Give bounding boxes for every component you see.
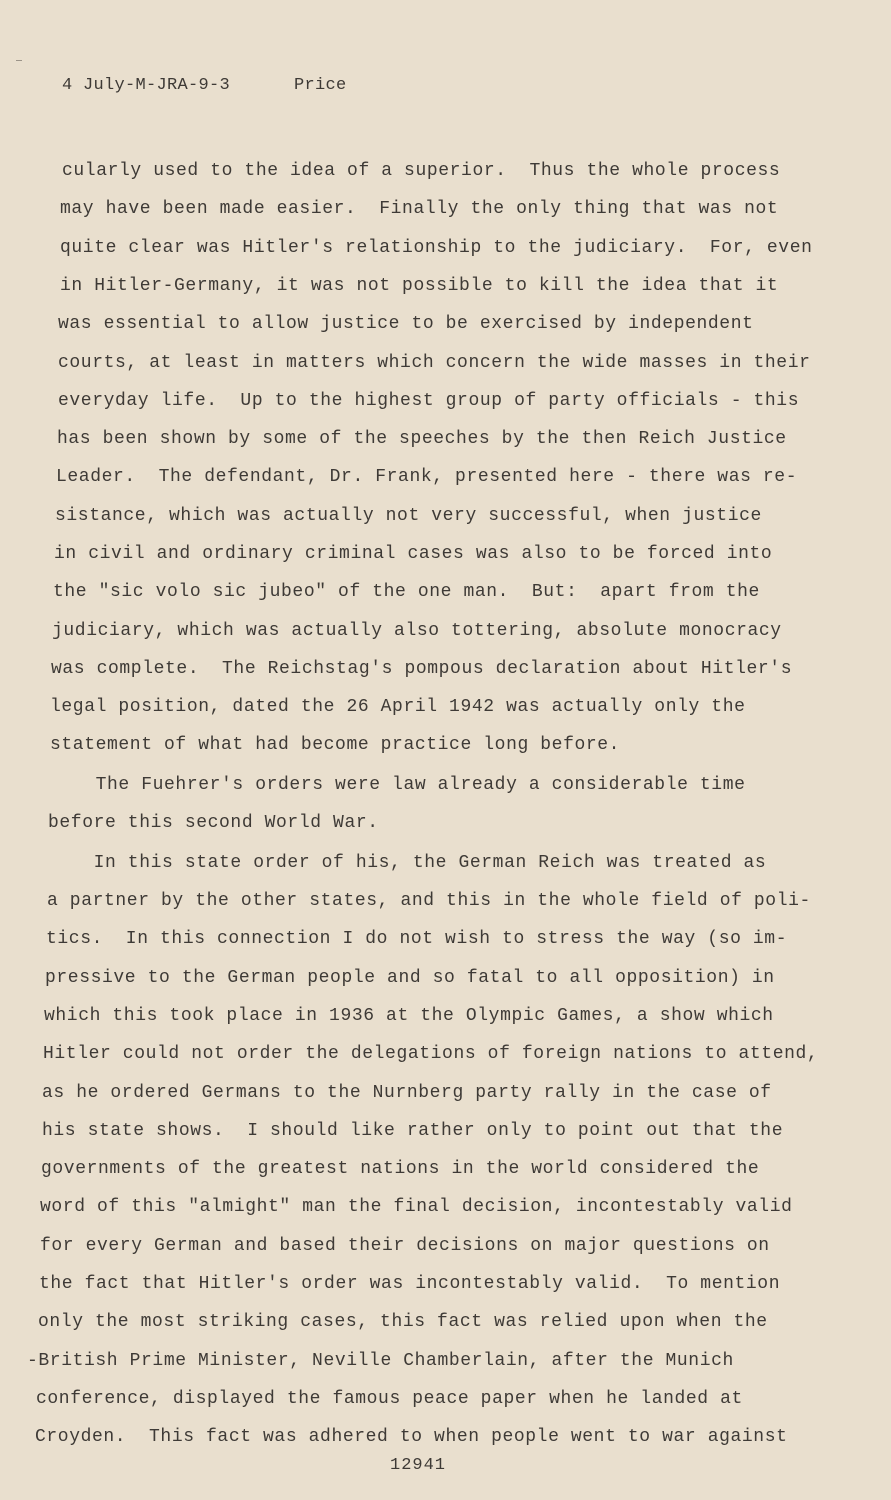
text-line: governments of the greatest nations in the world considered the bbox=[41, 1159, 760, 1179]
text-line: may have been made easier. Finally the only thing that was not bbox=[60, 199, 779, 219]
text-line: In this state order of his, the German Reich was treated as bbox=[48, 853, 767, 873]
text-line: Leader. The defendant, Dr. Frank, presented here - there was re- bbox=[56, 467, 798, 487]
text-line: courts, at least in matters which concern the wide masses in their bbox=[58, 353, 811, 373]
text-line: in civil and ordinary criminal cases was also to be forced into bbox=[54, 544, 773, 564]
text-line: was essential to allow justice to be exercised by independent bbox=[58, 314, 754, 334]
text-line: The Fuehrer's orders were law already a considerable time bbox=[50, 775, 746, 795]
text-line: Croyden. This fact was adhered to when people went to war against bbox=[35, 1427, 788, 1447]
text-line: in Hitler-Germany, it was not possible to kill the idea that it bbox=[60, 276, 779, 296]
header-reference: 4 July-M-JRA-9-3 bbox=[62, 76, 231, 95]
page-header bbox=[62, 76, 347, 95]
text-line: cularly used to the idea of a superior. Thus the whole process bbox=[62, 161, 781, 181]
text-line: statement of what had become practice long before. bbox=[50, 735, 621, 755]
text-line: -British Prime Minister, Neville Chamberlain, after the Munich bbox=[27, 1351, 734, 1371]
header-speaker: Price bbox=[294, 76, 347, 95]
text-line: tics. In this connection I do not wish to stress the way (so im- bbox=[46, 929, 788, 949]
text-line: before this second World War. bbox=[48, 813, 379, 833]
text-line: the fact that Hitler's order was incontestably valid. To mention bbox=[39, 1274, 781, 1294]
text-line: sistance, which was actually not very successful, when justice bbox=[55, 506, 762, 526]
text-line: only the most striking cases, this fact was relied upon when the bbox=[38, 1312, 768, 1332]
text-line: legal position, dated the 26 April 1942 was actually only the bbox=[50, 697, 746, 717]
text-line: word of this "almight" man the final decision, incontestably valid bbox=[40, 1197, 793, 1217]
page-number: 12941 bbox=[390, 1456, 447, 1475]
text-line: which this took place in 1936 at the Olympic Games, a show which bbox=[44, 1006, 774, 1026]
text-line: conference, displayed the famous peace paper when he landed at bbox=[36, 1389, 743, 1409]
text-line: everyday life. Up to the highest group of party officials - this bbox=[58, 391, 800, 411]
text-line: his state shows. I should like rather only to point out that the bbox=[42, 1121, 784, 1141]
text-line: pressive to the German people and so fatal to all opposition) in bbox=[45, 968, 775, 988]
text-line: judiciary, which was actually also tottering, absolute monocracy bbox=[52, 621, 782, 641]
text-line: quite clear was Hitler's relationship to the judiciary. For, even bbox=[60, 238, 813, 258]
text-line: Hitler could not order the delegations of foreign nations to attend, bbox=[43, 1044, 819, 1064]
text-line: as he ordered Germans to the Nurnberg party rally in the case of bbox=[42, 1083, 772, 1103]
text-line: a partner by the other states, and this in the whole field of poli- bbox=[47, 891, 811, 911]
text-line: has been shown by some of the speeches by the then Reich Justice bbox=[57, 429, 787, 449]
text-line: for every German and based their decisions on major questions on bbox=[40, 1236, 770, 1256]
text-line: was complete. The Reichstag's pompous declaration about Hitler's bbox=[51, 659, 793, 679]
margin-mark bbox=[16, 60, 22, 61]
text-line: the "sic volo sic jubeo" of the one man. But: apart from the bbox=[53, 582, 760, 602]
